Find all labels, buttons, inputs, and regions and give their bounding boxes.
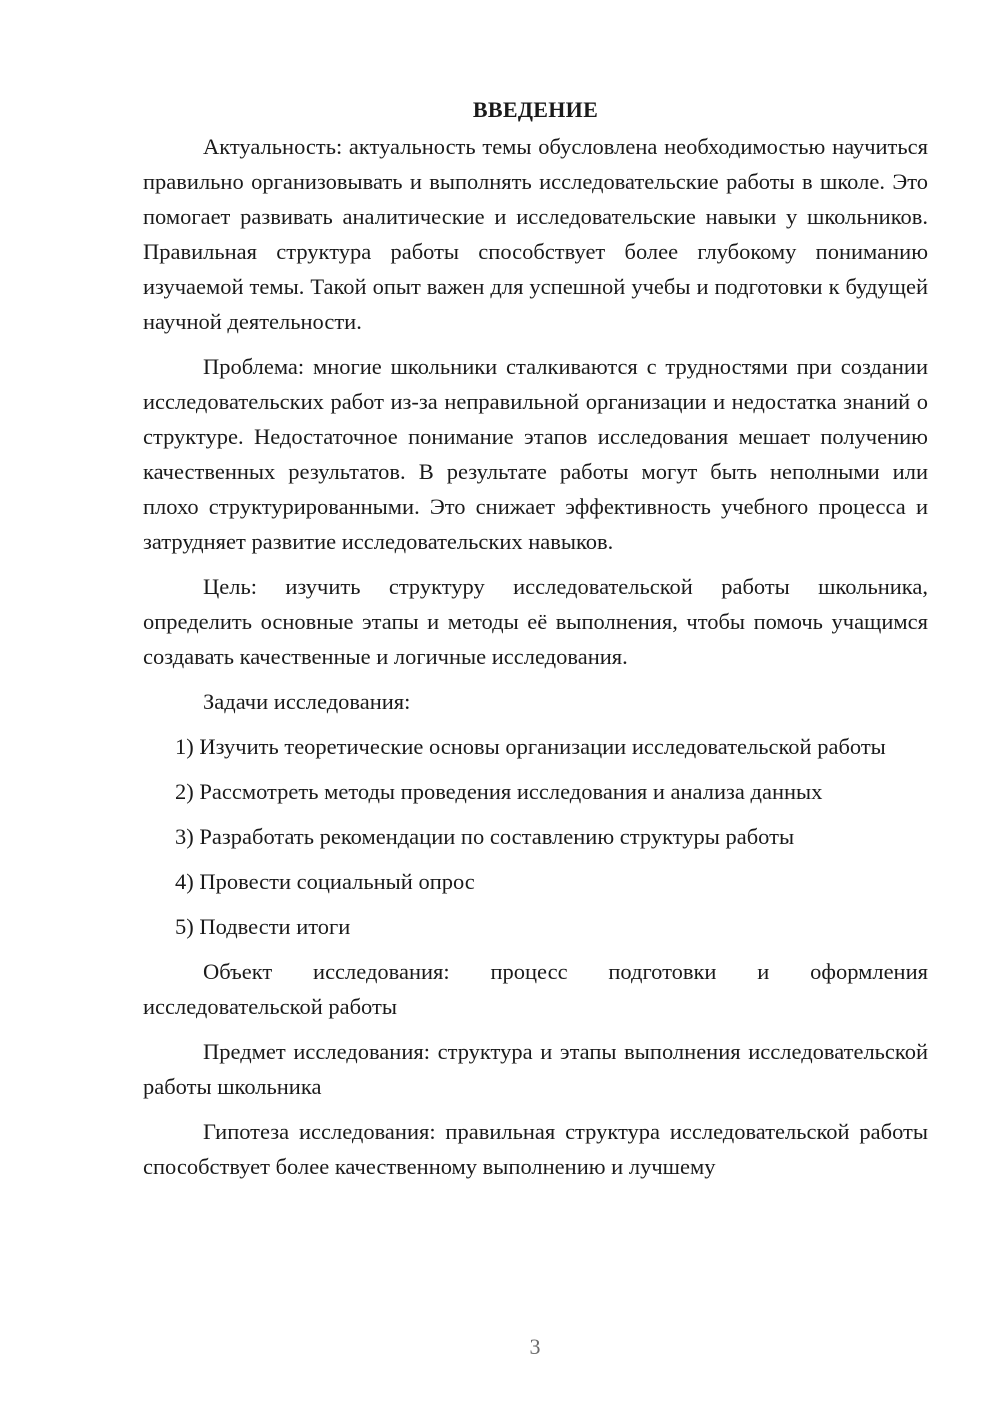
problem-paragraph: Проблема: многие школьники сталкиваются с трудностями при создании исследовательских работ из-за неправильной организации и недостатка знаний о структуре. Недостаточное понимание этапов исследования мешает получению качественных результатов. В результате работы могут быть неполными или плохо структурированными. Это снижает эффективность учебного процесса и затрудняет развитие исследовательских навыков. [143,354,928,554]
tasks-list [143,729,928,944]
task-item: 3) Разработать рекомендации по составлению структуры работы [175,824,795,849]
page-body [143,92,928,1184]
object-paragraph: Объект исследования: процесс подготовки и оформления исследовательской работы [143,959,928,1019]
task-item: 2) Рассмотреть методы проведения исследования и анализа данных [175,779,823,804]
page-number: 3 [529,1334,541,1359]
section-title: ВВЕДЕНИЕ [472,97,599,122]
task-item: 4) Провести социальный опрос [175,869,475,894]
goal-paragraph: Цель: изучить структуру исследовательской работы школьника, определить основные этапы и методы её выполнения, чтобы помочь учащимся создавать качественные и логичные исследования. [143,574,928,669]
task-item: 5) Подвести итоги [175,914,351,939]
tasks-heading: Задачи исследования: [203,689,411,714]
task-item: 1) Изучить теоретические основы организации исследовательской работы [175,734,886,759]
relevance-paragraph: Актуальность: актуальность темы обусловлена необходимостью научиться правильно организовывать и выполнять исследовательские работы в школе. Это помогает развивать аналитические и исследовательские навыки у школьников. Правильная структура работы способствует более глубокому пониманию изучаемой темы. Такой опыт важен для успешной учебы и подготовки к будущей научной деятельности. [143,134,928,334]
hypothesis-paragraph: Гипотеза исследования: правильная структура исследовательской работы способствует более качественному выполнению и лучшему [143,1119,928,1179]
subject-paragraph: Предмет исследования: структура и этапы выполнения исследовательской работы школьника [143,1039,928,1099]
